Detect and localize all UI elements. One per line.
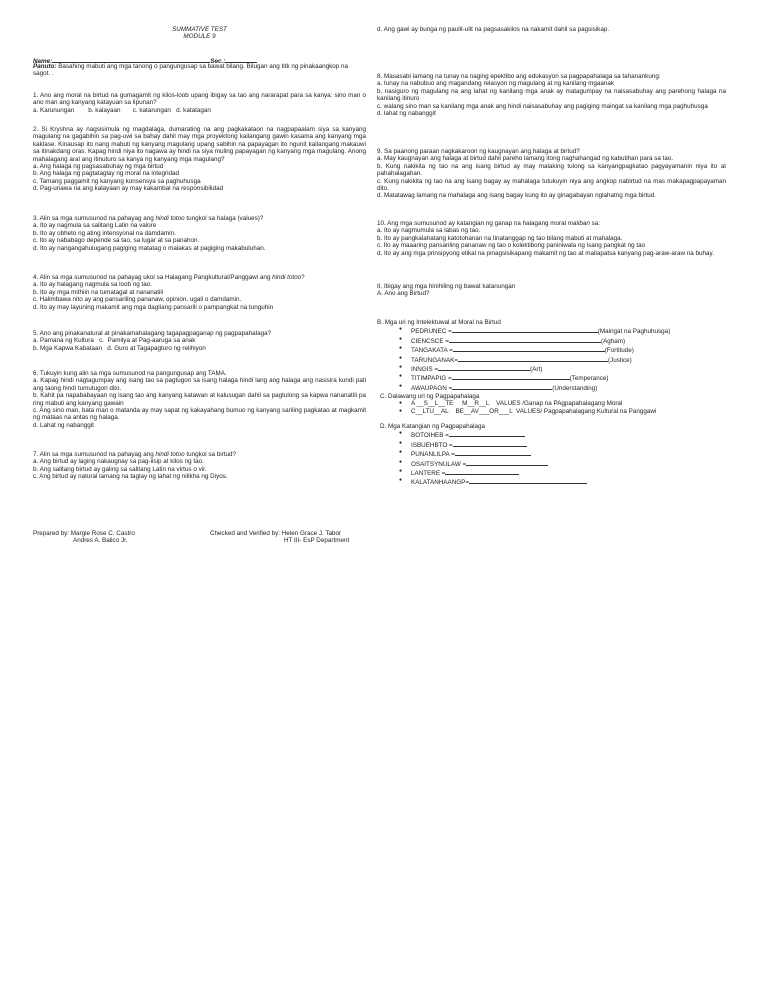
question-1 [33, 92, 366, 114]
list-item: ● LANTERE = [377, 468, 726, 477]
choice: d. Pag-unawa na ang kalayaan ay may kakambal na responsibilidad [33, 185, 224, 193]
choice: c. Ito ay maaaring pansariling pananaw ng tao o kolektibong paniniwala ng isang pangkat ng tao [377, 242, 646, 250]
question-7 [33, 451, 366, 481]
choice: c. Ito ay nababago depende sa tao, sa lugar at sa panahon. [33, 237, 200, 245]
choice: b. Ito ay pangkalahatang katotohanan na tinatanggap ng tao bilang mabuti at mahalaga. [377, 234, 623, 242]
section-b [377, 319, 726, 392]
list-item: ● OSAITSYNULAW = [377, 459, 726, 468]
choice: b. Mga Kapwa Kabataan d. Guro at Tagapagturo ng relihiyon [33, 344, 206, 352]
list-item: ● PEDRUNEC = (Maingat na Paghuhusga) [377, 326, 726, 335]
question-4 [33, 274, 366, 311]
choice: a. tunay na nabubuo ang magandang relasyon ng magulang at ng kanilang mgaanak [377, 80, 615, 88]
choice: b. Ito ay mga mithiin na tumatagal at nananatili [33, 288, 164, 296]
choice: a. Ito ay nagmula sa salitang Latin na valore [33, 222, 157, 230]
choice: b. nasiguro ng magulang na ang lahat ng kanilang mga anak ay matagumpay na naisasabuhay ang parehong halaga na kanilang itinuro [377, 87, 726, 103]
choice: c. walang sino man sa kanilang mga anak ang hindi naisasabuhay ang pagiging maingat sa kanilang mga paghuhusga [377, 102, 708, 110]
choice: a. Kapag hindi nagtagumpay ang isang tao sa pagtugon sa isang halaga hindi lang ang halaga ang nasisira kundi pati ang taong hindi tumutugon dito. [33, 377, 366, 392]
checked-by: Checked and Verified by: Helen Grace J. Tabor HT III- EsP Department [210, 530, 350, 545]
answer-blank[interactable] [458, 355, 608, 362]
answer-blank[interactable] [449, 430, 525, 437]
answer-blank[interactable] [453, 440, 527, 447]
list-item: ● ISBUEHBTO = [377, 440, 726, 449]
question-8 [377, 73, 726, 117]
prepared-by: Prepared by: Margie Rose C. Castro Andres A. Balico Jr. [33, 530, 135, 545]
answer-blank[interactable] [466, 459, 548, 466]
choice: a. Ito ay nagmumula sa labas ng tao. [377, 227, 481, 235]
list-item: ● AWAUPAGN = (Understanding) [377, 383, 726, 392]
answer-blank[interactable] [445, 468, 519, 475]
choice: c. Ang sino man, bata man o matanda ay may sapat ng kakayahang bumuo ng kanyang sariling pagkatao at magkamit ng mataas na antas ng halaga. [33, 407, 366, 422]
list-item: ● CIENCSCE = (Agham) [377, 336, 726, 345]
section-d-title: D. Mga Katangian ng Pagpapahalaga [380, 423, 486, 430]
question-stem: 10. Ang mga sumusunod ay katangian ng ganap na halagang moral maliban sa: [377, 220, 601, 227]
answer-blank[interactable] [452, 373, 570, 380]
question-6 [33, 370, 366, 429]
answer-blank[interactable] [452, 383, 552, 390]
list-item: ● C__LTU__AL BE__AV___OR___L VALUES/ Pagpapahalagang Kultural na Panggawi [377, 408, 726, 415]
answer-blank[interactable] [453, 345, 605, 352]
choice: c. Tamang paggamit ng kanyang konsensya sa paghuhusga [33, 177, 201, 185]
question-stem: 7. Alin sa mga sumusunod na pahayag ang hindi totoo tungkol sa birtud? [33, 451, 237, 458]
choice: d. Ito ay may layuning makamit ang mga dagliang pansarili o pampangkat na tunguhin [33, 303, 274, 311]
question-stem: 9. Sa paanong paraan nagkakaroon ng kaugnayan ang halaga at birtud? [377, 148, 580, 155]
question-7-choice-d: d. Ang gawi ay bunga ng paulit-ulit na pagsasakilos na nakamit dahil sa pagsisikap. [377, 26, 610, 33]
section-c [380, 393, 726, 415]
answer-blank[interactable] [449, 336, 601, 343]
instructions: Panuto: Basahing mabuti ang mga tanong o pangungusap sa bawat bilang. Bilugan ang titk ng pinakaangkop na sagot. . [33, 63, 349, 78]
answer-blank[interactable] [452, 326, 598, 333]
choice: c. Ang birtud ay natural lamang na taglay ng lahat ng nilikha ng Diyos. [33, 473, 228, 481]
choice: d. Ito ay nangangahulugang pagiging matatag o malakas at pagiging makabuluhan. [33, 244, 266, 252]
choice: a. Karunungan b. kalayaan c. katarungan d. katatagan [33, 106, 211, 114]
section-2-header: II. Ibigay ang mga hinihiling ng bawat katanungan A. Ano ang Birtud? [377, 283, 516, 298]
name-line[interactable]: Name: Sec.: [33, 56, 366, 65]
list-item: ● BOTOIHEB = [377, 430, 726, 439]
choice: c. Kung nakikita ng tao na ang isang bagay ay mahalaga tutukuyin niya ang angkop nabirtud na mas makapagpapayaman dito. [377, 177, 726, 193]
question-2 [33, 126, 366, 193]
choice: b. Ang halaga ng pagtataglay ng moral na integridad [33, 170, 179, 178]
section-c-title: C. Dalawang uri ng Pagpapahalaga [380, 393, 480, 400]
section-d [380, 423, 726, 487]
answer-blank[interactable] [455, 449, 531, 456]
choice: c. Halimbawa nito ay ang pansariling pananaw, opinion, ugali o damdamin. [33, 296, 242, 304]
name-field[interactable] [52, 56, 210, 63]
question-stem: 2. Si Kryshna ay nagsisimula ng magdalaga, dumarating na ang pagkakataon na nagpapaalam siya sa kanyang magulang na gagabihin sa pag-uwi sa bahay dahil may mga proyektong kailangang gawin kasama ang kanyang mga kaklase. Kinausap ito nang mabuti ng kanyang magulang upang sabihin na papayagan ito ngunit kailangang makauwi sa itinakdang oras. Kapag hindi niya ito nagawa ay hindi na siya muling papayagan ng kanyang mga magulang. Anong mahalagang aral ang itinuturo sa kanya ng kanyang mga magulang? [33, 126, 366, 163]
answer-blank[interactable] [469, 477, 587, 484]
choice: b. Ang salitang birtud ay galing sa salitang Latin na virtus o vir. [33, 465, 207, 473]
choice: a. Ang halaga ng pagsasabuhay ng mga birtud [33, 163, 164, 171]
choice: b. Ito ay obheto ng ating intensyonal na damdamin. [33, 229, 176, 237]
answer-blank[interactable] [438, 364, 530, 371]
list-item: ● TANGAKATA = (Fortitude) [377, 345, 726, 354]
question-9 [377, 148, 726, 200]
choice: d. lahat ng nabanggit [377, 110, 436, 118]
choice: d. Matatawag lamang na mahalaga ang isang bagay kung ito ay ginagabayan nglahatng mga birtud. [377, 192, 657, 200]
choice: a. Ito ay halagang nagmula sa loob ng tao. [33, 281, 153, 289]
question-stem: 3. Alin sa mga sumusunod na pahayag ang hindi totoo tungkol sa halaga (values)? [33, 215, 264, 222]
question-5 [33, 330, 366, 352]
list-item: ● TITIMPAPIG = (Temperance) [377, 373, 726, 382]
test-title: SUMMATIVE TEST MODULE 9 [172, 26, 227, 41]
list-item: ● TARUNGANAK= (Justice) [377, 355, 726, 364]
question-stem: 4. Alin sa mga sumusunod na pahayag ukol sa Halagang Pangkultural/Panggawi ang hindi totoo? [33, 274, 305, 281]
list-item: ● INNGIS = (Art) [377, 364, 726, 373]
question-stem: 8. Masasabi lamang na tunay na naging epektibo ang edukasyon sa pagpapahalaga sa tahanankung: [377, 73, 661, 80]
choice: a. May kaugnayan ang halaga at birtud dahil pareho lamang itong naghahangad ng kabutihan para sa tao. [377, 155, 674, 163]
choice: d. Lahat ng nabanggit [33, 421, 94, 429]
choice: b. Kahit pa napababayaan ng isang tao ang kanyang katawan at kalusugan dahil sa pagtulong sa kapwa nananatili pa ring mabuti ang kanyang gawain [33, 392, 366, 407]
question-stem: 6. Tukuyin kung alin sa mga sumusunod na pangungusap ang TAMA. [33, 370, 227, 377]
choice: d. Ito ay ang mga prinsipyong etikal na pinagsisikapang makamit ng tao at mailapatsa kanyang pag-araw-araw na buhay. [377, 249, 714, 257]
list-item: ● PUNANLILPA = [377, 449, 726, 458]
choice: b. Kung nakikita ng tao na ang isang birtud ay may malaking tulong sa kanyangpagkatao pagyayamanin niya ito at pahahalagahan. [377, 162, 726, 178]
choice: a. Pamana ng Kultura c. Pamilya at Pag-aaruga sa anak [33, 337, 196, 345]
section-field[interactable] [225, 56, 257, 63]
question-stem: 5. Ano ang pinakanatural at pinakamahalagang tagapagpaganap ng pagpapahalaga? [33, 330, 272, 337]
list-item: ● KALATANHAANGP= [377, 477, 726, 486]
question-stem: 1. Ano ang moral na birtud na gumagamit ng kilos-loob upang ibigay sa tao ang nararapat para sa kanya: sino man o ano man ang kanyang katayuan sa lipunan? [33, 92, 366, 107]
question-3 [33, 215, 366, 252]
question-10 [377, 220, 726, 257]
choice: a. Ang birtud ay laging nakaugnay sa pag-iisip at kilos ng tao. [33, 458, 204, 466]
list-item: ● A __S__L__TE M__R__L VALUES /Ganap na PAgpapahalagang Moral [377, 400, 726, 407]
section-b-title: B. Mga uri ng Intelektuwal at Moral na Birtud [377, 319, 501, 326]
